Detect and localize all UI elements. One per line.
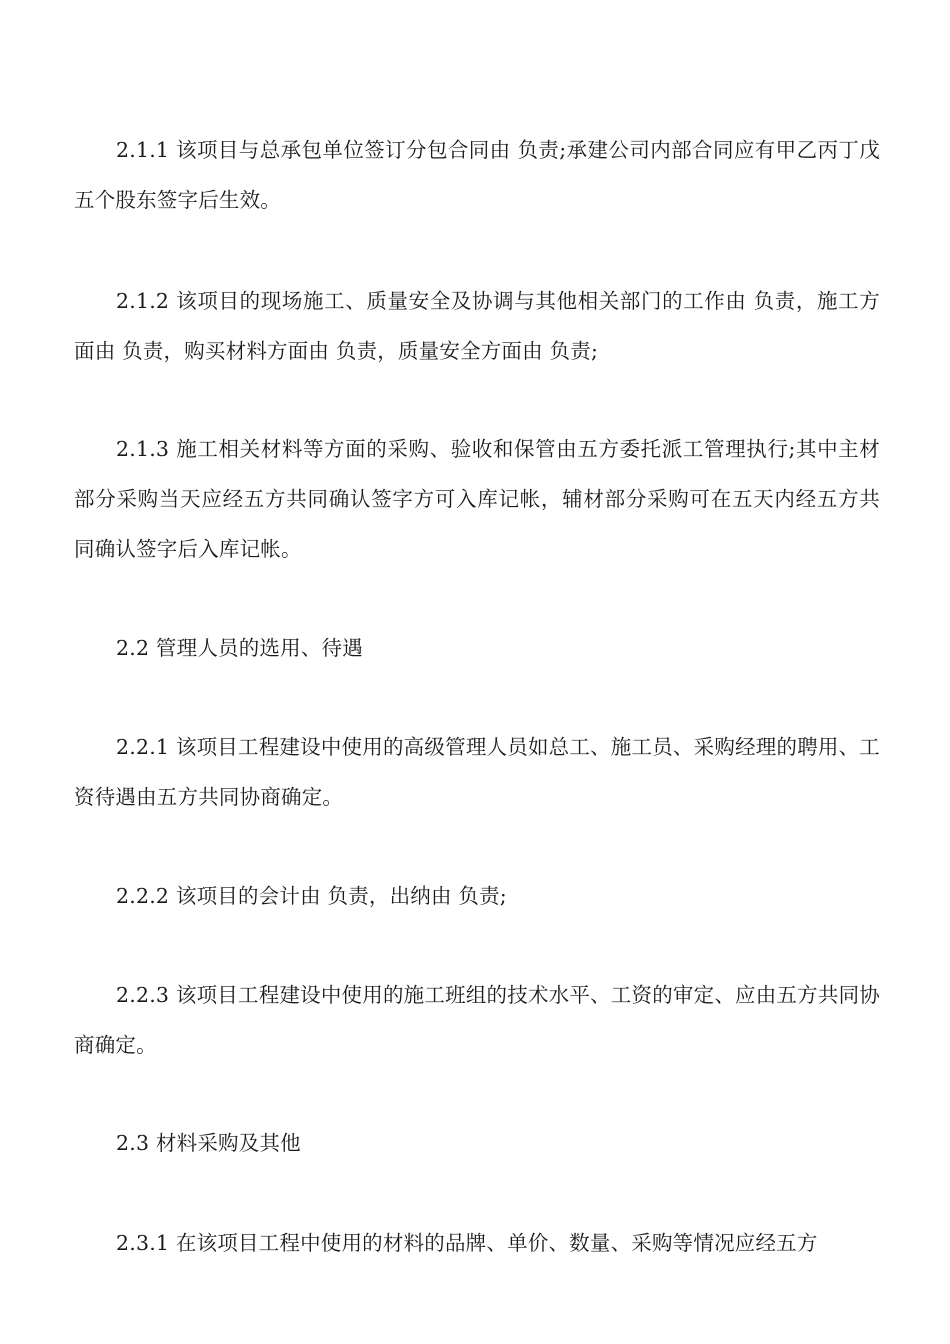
- section-heading-2-3: 2.3 材料采购及其他: [116, 1131, 301, 1155]
- clause-2-1-2: 2.1.2 该项目的现场施工、质量安全及协调与其他相关部门的工作由 负责，施工方面由 负责，购买材料方面由 负责，质量安全方面由 负责;: [74, 289, 880, 363]
- section-heading-2-2: 2.2 管理人员的选用、待遇: [116, 636, 363, 660]
- clause-2-1-3: 2.1.3 施工相关材料等方面的采购、验收和保管由五方委托派工管理执行;其中主材部分采购当天应经五方共同确认签字方可入库记帐，辅材部分采购可在五天内经五方共同确认签字后入库记帐。: [74, 437, 880, 561]
- clause-2-1-1: 2.1.1 该项目与总承包单位签订分包合同由 负责;承建公司内部合同应有甲乙丙丁戊五个股东签字后生效。: [74, 138, 880, 212]
- clause-2-2-1: 2.2.1 该项目工程建设中使用的高级管理人员如总工、施工员、采购经理的聘用、工资待遇由五方共同协商确定。: [74, 735, 880, 809]
- clause-2-3-1: 2.3.1 在该项目工程中使用的材料的品牌、单价、数量、采购等情况应经五方: [116, 1231, 818, 1255]
- clause-2-2-3: 2.2.3 该项目工程建设中使用的施工班组的技术水平、工资的审定、应由五方共同协商确定。: [74, 983, 880, 1057]
- clause-2-2-2: 2.2.2 该项目的会计由 负责，出纳由 负责;: [116, 884, 507, 908]
